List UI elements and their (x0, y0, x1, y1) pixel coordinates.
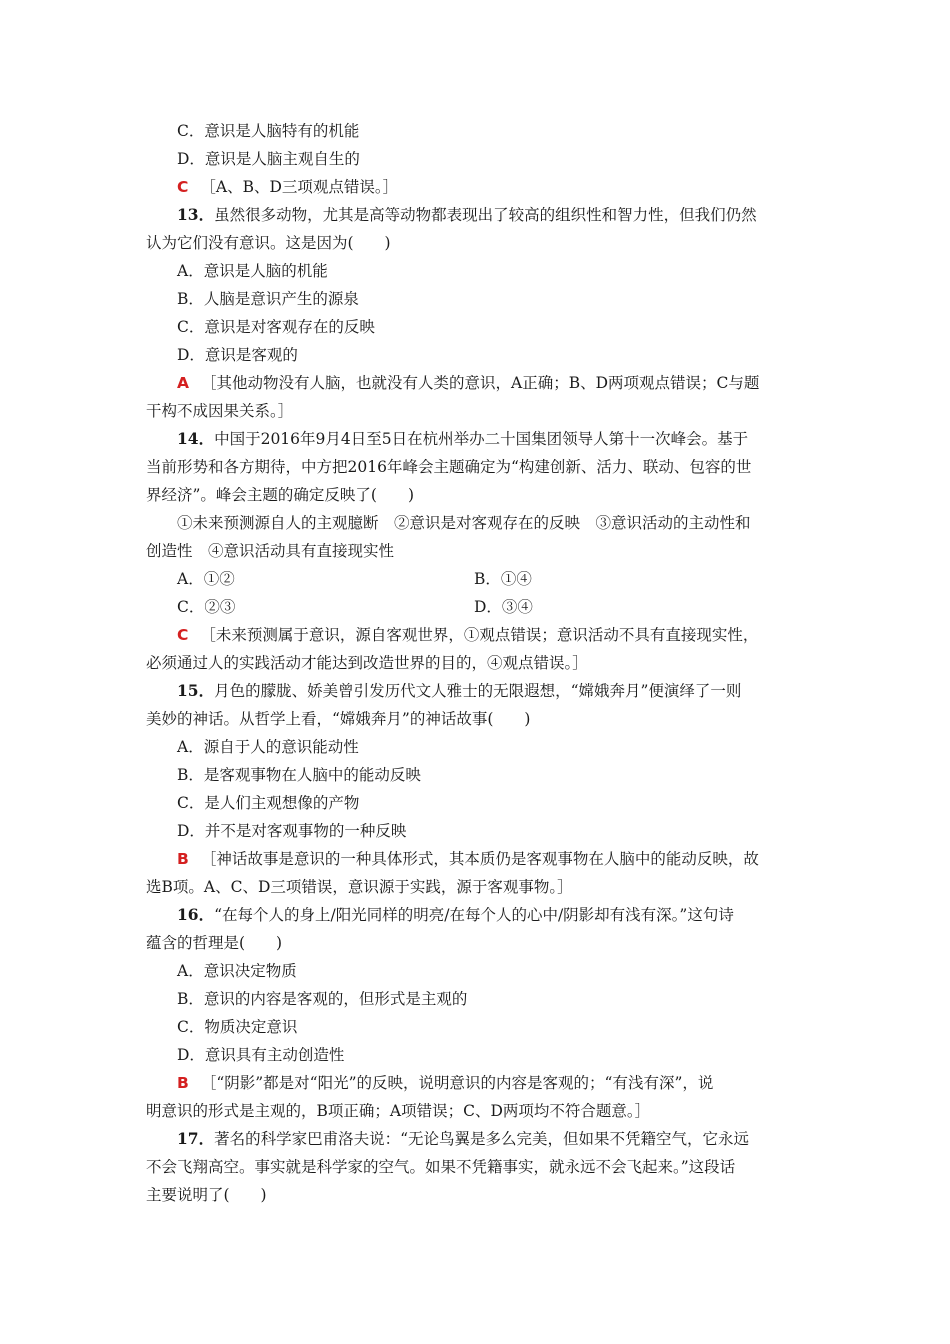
q14-option-c: C．②③ (177, 598, 236, 616)
q15-number: 15． (177, 681, 215, 700)
q14-option-d: D．③④ (474, 598, 533, 616)
q17-stem-cont2: 主要说明了( ) (146, 1186, 267, 1204)
q15-option-d: D．并不是对客观事物的一种反映 (177, 822, 407, 840)
q16-explanation-cont: 明意识的形式是主观的，B项正确；A项错误；C、D两项均不符合题意。］ (146, 1102, 651, 1120)
q14-answer-letter: C (177, 626, 189, 644)
q14-options-ab (146, 565, 810, 593)
q14-explanation: ［未来预测属于意识，源自客观世界，①观点错误；意识活动不具有直接现实性， (200, 626, 759, 644)
q12-answer (146, 173, 810, 201)
q14-items: ①未来预测源自人的主观臆断 ②意识是对客观存在的反映 ③意识活动的主动性和 (177, 514, 751, 532)
q14-stem-cont: 当前形势和各方期待，中方把2016年峰会主题确定为“构建创新、活力、联动、包容的世 (146, 458, 752, 476)
q16-option-a: A．意识决定物质 (177, 962, 297, 980)
q16-answer-letter: B (177, 1074, 189, 1092)
q13-stem-text: 虽然很多动物，尤其是高等动物都表现出了较高的组织性和智力性，但我们仍然 (214, 206, 757, 224)
q15-stem-cont: 美妙的神话。从哲学上看，“嫦娥奔月”的神话故事( ) (146, 710, 531, 728)
q14-explanation-cont: 必须通过人的实践活动才能达到改造世界的目的，④观点错误。］ (146, 654, 588, 672)
q16-stem-text: “在每个人的身上/阳光同样的明亮/在每个人的心中/阴影却有浅有深。”这句诗 (214, 906, 734, 924)
q13-option-c: C．意识是对客观存在的反映 (177, 318, 375, 336)
q15-explanation: ［神话故事是意识的一种具体形式，其本质仍是客观事物在人脑中的能动反映，故 (200, 850, 759, 868)
q16-answer (146, 1069, 810, 1097)
q12-option-c: C．意识是人脑特有的机能 (177, 122, 360, 140)
q13-option-d: D．意识是客观的 (177, 346, 298, 364)
q12-option-d: D．意识是人脑主观自生的 (177, 150, 360, 168)
q16-number: 16． (177, 905, 215, 924)
q12-explanation: ［A、B、D三项观点错误。］ (200, 178, 399, 196)
q16-explanation: ［“阴影”都是对“阳光”的反映，说明意识的内容是客观的；“有浅有深”，说 (200, 1074, 714, 1092)
q15-option-a: A．源自于人的意识能动性 (177, 738, 359, 756)
document-page (146, 117, 810, 1209)
q12-answer-letter: C (177, 178, 189, 196)
q15-stem-text: 月色的朦胧、娇美曾引发历代文人雅士的无限遐想，“嫦娥奔月”便演绎了一则 (214, 682, 742, 700)
q13-stem-cont: 认为它们没有意识。这是因为( ) (146, 234, 391, 252)
q13-option-b: B．人脑是意识产生的源泉 (177, 290, 359, 308)
q13-explanation: ［其他动物没有人脑，也就没有人类的意识，A正确；B、D两项观点错误；C与题 (201, 374, 760, 392)
q14-number: 14． (177, 429, 215, 448)
q15-option-c: C．是人们主观想像的产物 (177, 794, 360, 812)
q17-stem-text: 著名的科学家巴甫洛夫说：“无论鸟翼是多么完美，但如果不凭籍空气，它永远 (214, 1130, 750, 1148)
q14-answer (146, 621, 810, 649)
q16-option-d: D．意识具有主动创造性 (177, 1046, 345, 1064)
q15-option-b: B．是客观事物在人脑中的能动反映 (177, 766, 421, 784)
q13-number: 13． (177, 205, 215, 224)
q16-stem-cont: 蕴含的哲理是( ) (146, 934, 283, 952)
q14-items-cont: 创造性 ④意识活动具有直接现实性 (146, 542, 395, 560)
q16-stem (146, 901, 810, 929)
q14-option-a: A．①② (177, 570, 235, 588)
q15-stem (146, 677, 810, 705)
q16-option-b: B．意识的内容是客观的，但形式是主观的 (177, 990, 468, 1008)
q13-answer-letter: A (177, 374, 189, 392)
q15-answer (146, 845, 810, 873)
q17-stem (146, 1125, 810, 1153)
q15-answer-letter: B (177, 850, 189, 868)
q14-stem-text: 中国于2016年9月4日至5日在杭州举办二十国集团领导人第十一次峰会。基于 (214, 430, 749, 448)
q13-option-a: A．意识是人脑的机能 (177, 262, 328, 280)
q17-number: 17． (177, 1129, 215, 1148)
q14-stem-cont2: 界经济”。峰会主题的确定反映了( ) (146, 486, 415, 504)
q15-explanation-cont: 选B项。A、C、D三项错误，意识源于实践，源于客观事物。］ (146, 878, 573, 896)
q13-explanation-cont: 干构不成因果关系。］ (146, 402, 294, 420)
q14-stem (146, 425, 810, 453)
q13-stem (146, 201, 810, 229)
q13-answer (146, 369, 810, 397)
q17-stem-cont: 不会飞翔高空。事实就是科学家的空气。如果不凭籍事实，就永远不会飞起来。”这段话 (146, 1158, 736, 1176)
q14-option-b: B．①④ (474, 570, 532, 588)
q14-options-cd (146, 593, 810, 621)
q16-option-c: C．物质决定意识 (177, 1018, 298, 1036)
